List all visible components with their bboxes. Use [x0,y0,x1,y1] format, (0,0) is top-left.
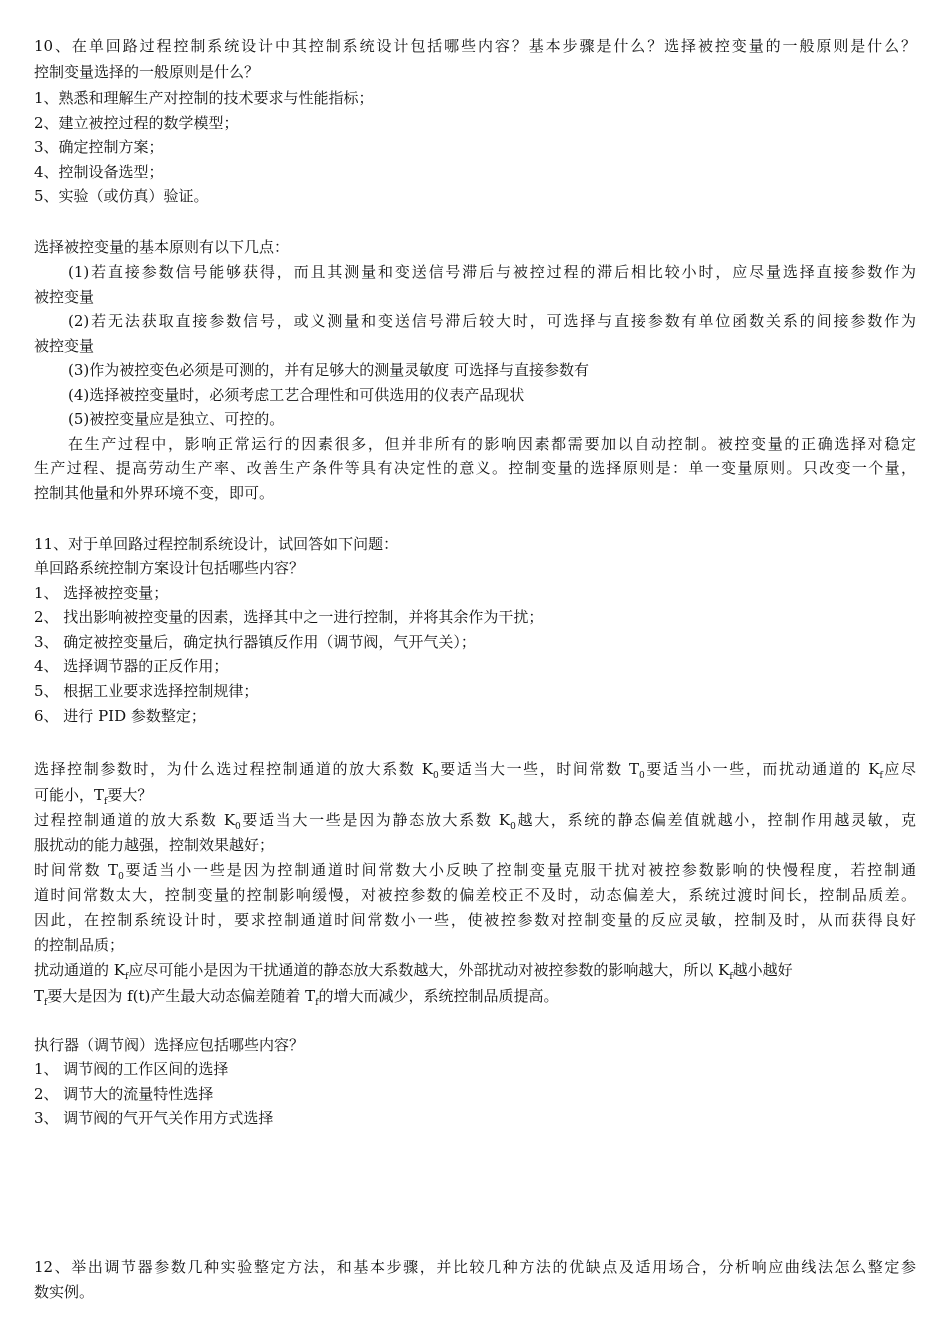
q12-title-line-2: 数实例。 [34,1283,95,1301]
q11-step-4: 4、 选择调节器的正反作用； [34,657,229,675]
q10-title-line-1: 10、在单回路过程控制系统设计中其控制系统设计包括哪些内容？基本步骤是什么？选择被控变量的一般原则是什么？ [34,37,916,55]
q10-step-5: 5、实验（或仿真）验证。 [34,187,209,205]
disturbance-text-d: T [34,987,45,1005]
time-constant-line-1 [34,858,916,882]
gain-question-text-e: 可能小，T [34,786,105,804]
q11-subquestion-1: 单回路系统控制方案设计包括哪些内容？ [34,559,305,577]
time-constant-text-b: 要适当小一些是因为控制通道时间常数大小反映了控制变量克服干扰对被控参数影响的快慢程度，若控制通 [123,861,916,879]
q10-step-1: 1、熟悉和理解生产对控制的技术要求与性能指标； [34,89,374,107]
q11-title: 11、对于单回路过程控制系统设计，试回答如下问题： [34,535,399,553]
q10-step-4: 4、控制设备选型； [34,163,164,181]
paragraph-line-2: 生产过程、提高劳动生产率、改善生产条件等具有决定性的意义。控制变量的选择原则是：单一变量原则。只改变一个量， [34,459,916,477]
q11-step-3: 3、 确定被控变量后，确定执行器镇反作用（调节阀，气开气关）； [34,633,476,651]
q10-step-3: 3、确定控制方案； [34,138,164,156]
time-constant-text-a: 时间常数 T [34,861,119,879]
time-constant-line-3: 因此，在控制系统设计时，要求控制通道时间常数小一些，使被控参数对控制变量的反应灵敏，控制及时，从而获得良好 [34,911,916,929]
gain-question-text-d: 应尽 [882,760,916,778]
gain-answer-line-2: 服扰动的能力越强，控制效果越好； [34,836,275,854]
disturbance-answer-line-2 [34,984,559,1008]
subscript: 0 [118,872,124,882]
gain-question-text-c: 要适当小一些，而扰动通道的 K [644,760,880,778]
q11-step-6: 6、 进行 PID 参数整定； [34,707,206,725]
subscript: f [879,771,883,781]
gain-question-line-1 [34,757,916,781]
gain-question-text-b: 要适当大一些，时间常数 T [438,760,640,778]
principle-1-line-1: (1)若直接参数信号能够获得，而且其测量和变送信号滞后与被控过程的滞后相比较小时，应尽量选择直接参数作为 [68,263,916,281]
principle-2-line-1: (2)若无法获取直接参数信号，或义测量和变送信号滞后较大时，可选择与直接参数有单位函数关系的间接参数作为 [68,312,916,330]
subscript: f [104,797,108,807]
valve-step-3: 3、 调节阀的气开气关作用方式选择 [34,1109,274,1127]
gain-question-text-a: 选择控制参数时，为什么选过程控制通道的放大系数 K [34,760,433,778]
time-constant-line-2: 道时间常数太大，控制变量的控制影响缓慢，对被控参数的偏差校正不及时，动态偏差大，系统过渡时间长，控制品质差。 [34,886,916,904]
gain-answer-text-b: 要适当大一些是因为静态放大系数 K [240,811,511,829]
principle-5: (5)被控变量应是独立、可控的。 [68,410,285,428]
subscript: f [124,972,129,982]
time-constant-line-4: 的控制品质； [34,936,125,954]
principle-2-line-2: 被控变量 [34,337,95,355]
principle-3: (3)作为被控变色必须是可测的，并有足够大的测量灵敏度 可选择与直接参数有 [68,361,590,379]
disturbance-text-a: 扰动通道的 K [34,961,125,979]
valve-step-1: 1、 调节阀的工作区间的选择 [34,1060,229,1078]
subscript: 0 [432,771,439,781]
disturbance-text-e: 要大是因为 f(t)产生最大动态偏差随着 T [47,987,316,1005]
subscript: f [44,998,48,1008]
disturbance-text-c: 越小越好 [732,961,793,979]
q11-step-5: 5、 根据工业要求选择控制规律； [34,682,259,700]
disturbance-answer-line-1 [34,958,793,982]
gain-answer-text-a: 过程控制通道的放大系数 K [34,811,236,829]
gain-question-text-f: 要大？ [107,786,153,804]
paragraph-line-3: 控制其他量和外界环境不变，即可。 [34,484,275,502]
gain-question-line-2 [34,783,152,807]
gain-answer-text-c: 越大，系统的静态偏差值就越小，控制作用越灵敏，克 [515,811,916,829]
q10-step-2: 2、建立被控过程的数学模型； [34,114,239,132]
principle-4: (4)选择被控变量时，必须考虑工艺合理性和可供选用的仪表产品现状 [68,386,525,404]
subscript: f [315,998,319,1008]
principles-intro: 选择被控变量的基本原则有以下几点： [34,238,290,256]
q10-title-line-2: 控制变量选择的一般原则是什么？ [34,63,260,81]
disturbance-text-b: 应尽可能小是因为干扰通道的静态放大系数越大，外部扰动对被控参数的影响越大，所以 K [128,961,730,979]
paragraph-line-1: 在生产过程中，影响正常运行的因素很多，但并非所有的影响因素都需要加以自动控制。被控变量的正确选择对稳定 [68,435,916,453]
subscript: 0 [639,771,645,781]
subscript: 0 [510,822,516,832]
subscript: f [729,972,733,982]
principle-1-line-2: 被控变量 [34,288,95,306]
q11-step-2: 2、 找出影响被控变量的因素，选择其中之一进行控制，并将其余作为干扰； [34,608,544,626]
disturbance-text-f: 的增大而减少，系统控制品质提高。 [318,987,559,1005]
q11-step-1: 1、 选择被控变量； [34,584,169,602]
valve-question: 执行器（调节阀）选择应包括哪些内容？ [34,1036,305,1054]
subscript: 0 [235,822,241,832]
valve-step-2: 2、 调节大的流量特性选择 [34,1085,214,1103]
gain-answer-line-1 [34,808,916,832]
q12-title-line-1: 12、举出调节器参数几种实验整定方法，和基本步骤，并比较几种方法的优缺点及适用场合，分析响应曲线法怎么整定参 [34,1258,916,1276]
